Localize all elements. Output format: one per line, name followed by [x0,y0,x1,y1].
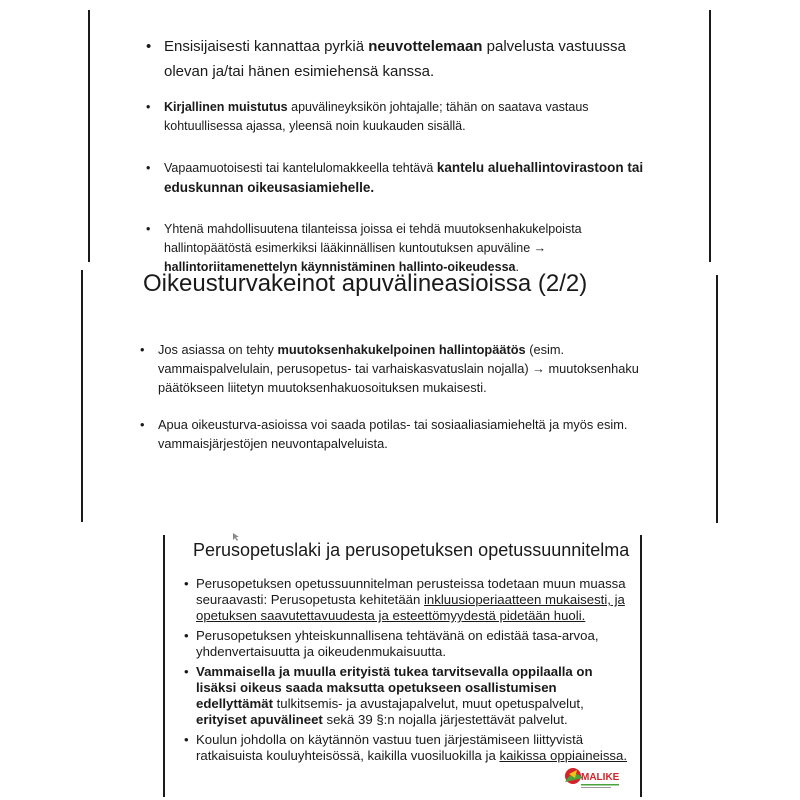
bullet-dot-icon: • [184,664,189,679]
bullet-dot-icon: • [146,100,151,114]
slide1-right-border [709,10,711,262]
slide3-bullet-2: • Perusopetuksen yhteiskunnallisena tehtävänä on edistää tasa-arvoa, yhdenvertaisuutta ja oikeudenmukaisuutta. [184,628,599,659]
slide1-bullet-1: • Ensisijaisesti kannattaa pyrkiä neuvottelemaan palvelusta vastuussa olevan ja/tai hänen esimiehensä kanssa. [164,34,660,84]
slide3-bullet-list [184,576,636,764]
bullet-dot-icon: • [146,222,151,236]
slide1-content [146,34,660,277]
slide3-bullet-1: • Perusopetuksen opetussuunnitelman perusteissa todetaan muun muassa seuraavasti: Perusopetusta kehitetään inkluusioperiaatteen mukaisesti, ja opetuksen saavutettavuudesta ja esteettömyydestä pidetään huoli. [184,576,626,623]
bullet-dot-icon: • [184,628,189,643]
slide2-title: Oikeusturvakeinot apuvälineasioissa (2/2) [143,270,588,297]
bullet-dot-icon: • [184,732,189,747]
slide1-left-border [88,10,90,262]
bullet-dot-icon: • [140,417,145,432]
bullet-dot-icon: • [140,342,145,357]
slide2-bullet-1: • Jos asiassa on tehty muutoksenhakukelpoinen hallintopäätös (esim. vammaispalvelulain, perusopetus- tai varhaiskasvatuslain nojalla) → muutoksenhaku päätökseen liitetyn muutoksenhakuosoituksen mukaisesti. [140,342,639,395]
slide3-bullet-3: • Vammaisella ja muulla erityistä tukea tarvitsevalla oppilaalla on lisäksi oikeus saada maksutta opetukseen osallistumisen edellyttämät tulkitsemis- ja avustajapalvelut, muut opetuspalvelut, erityiset apuvälineet sekä 39 §:n nojalla järjestettävät palvelut. [184,664,593,727]
slide3-title: Perusopetuslaki ja perusopetuksen opetussuunnitelma [193,540,630,560]
slide2-content [140,340,674,453]
slide3-content [184,576,636,768]
slide2-bullet-list [140,340,674,453]
slide3-bullet-4: • Koulun johdolla on käytännön vastuu tuen järjestämiseen liittyvistä ratkaisuista kouluyhteisössä, kaikilla vuosiluokilla ja kaikissa oppiaineissa. [184,732,628,763]
slide1-bullet-3: • Vapaamuotoisesti tai kantelulomakkeella tehtävä kantelu aluehallintovirastoon tai eduskunnan oikeusasiamiehelle. [146,160,644,195]
slide2-bullet-2: • Apua oikeusturva-asioissa voi saada potilas- tai sosiaaliasiamieheltä ja myös esim. vammaisjärjestöjen neuvontapalveluista. [140,417,628,451]
slide1-bullet-4: • Yhtenä mahdollisuutena tilanteissa joissa ei tehdä muutoksenhakukelpoista hallintopäätöstä esimerkiksi lääkinnällisen kuntoutuksen apuväline → hallintoriitamenettelyn käynnistäminen hallinto-oikeudessa. [146,222,582,274]
bullet-dot-icon: • [184,576,189,591]
malike-logo [563,764,623,792]
slide2-left-border [81,270,83,522]
slide3-right-border [640,535,642,797]
bullet-dot-icon: • [146,161,151,175]
slide2-right-border [716,275,718,523]
logo-text: MALIKE [581,772,620,783]
slide1-bullet-list [146,34,660,277]
slide1-bullet-2: • Kirjallinen muistutus apuvälineyksikön johtajalle; tähän on saatava vastaus kohtuullisessa ajassa, yleensä noin kuukauden sisällä. [146,100,589,133]
bullet-dot-icon: • [146,38,152,55]
slide3-left-border [163,535,165,797]
